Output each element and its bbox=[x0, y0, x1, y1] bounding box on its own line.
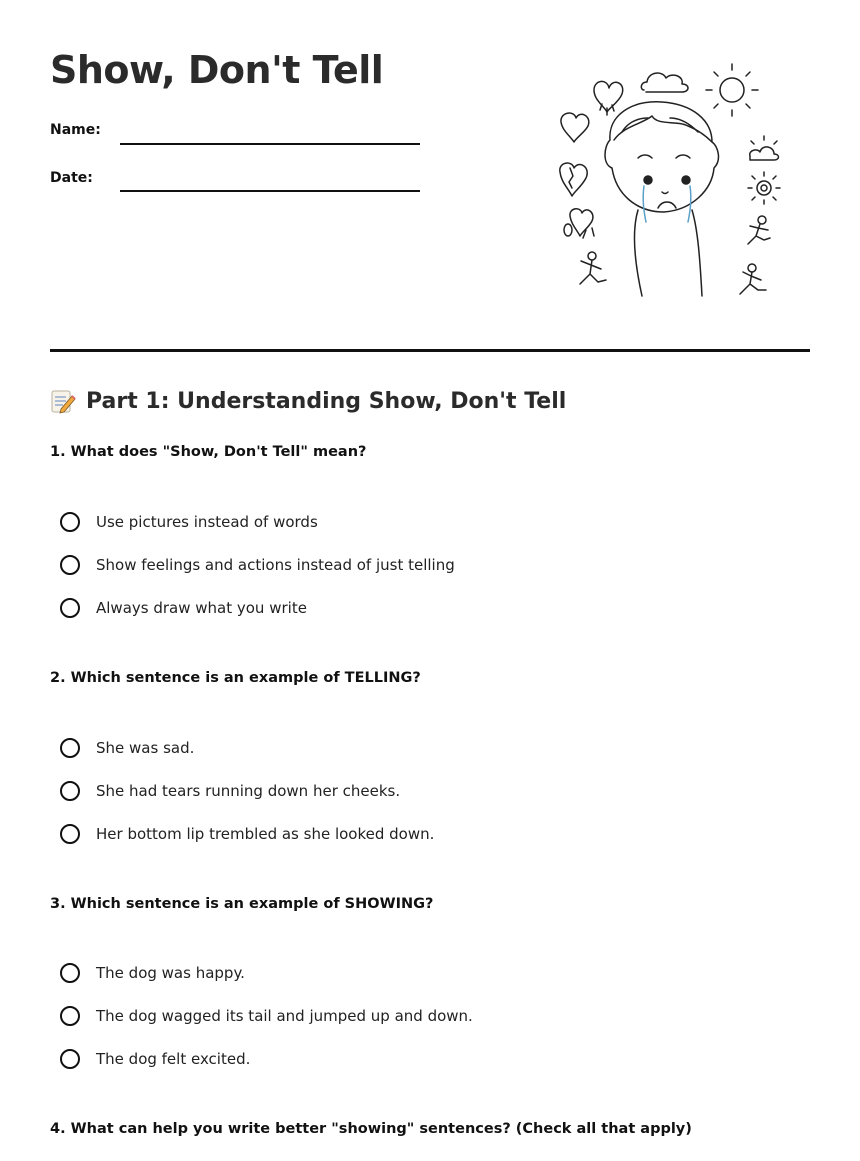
q2-option-2[interactable] bbox=[60, 778, 400, 804]
cloud-icon bbox=[641, 73, 688, 92]
option-label: Her bottom lip trembled as she looked down. bbox=[96, 825, 435, 843]
q1-option-2[interactable] bbox=[60, 552, 455, 578]
date-field[interactable] bbox=[120, 190, 420, 192]
memo-icon bbox=[50, 388, 76, 414]
radio-button[interactable] bbox=[60, 824, 80, 844]
heart-icon bbox=[594, 81, 623, 115]
broken-heart-icon bbox=[560, 163, 587, 196]
radio-button[interactable] bbox=[60, 598, 80, 618]
date-label: Date: bbox=[50, 170, 93, 186]
section-divider bbox=[50, 349, 810, 352]
radio-button[interactable] bbox=[60, 512, 80, 532]
option-label: Always draw what you write bbox=[96, 599, 307, 617]
heart-icon bbox=[561, 113, 589, 142]
option-label: She was sad. bbox=[96, 739, 195, 757]
q1-option-1[interactable] bbox=[60, 509, 318, 535]
radio-button[interactable] bbox=[60, 738, 80, 758]
option-label: The dog felt excited. bbox=[96, 1050, 251, 1068]
option-label: Show feelings and actions instead of just telling bbox=[96, 556, 455, 574]
heart-pills-icon bbox=[564, 209, 594, 238]
q1-option-3[interactable] bbox=[60, 595, 307, 621]
running-person-icon bbox=[580, 252, 606, 284]
question-1: 1. What does "Show, Don't Tell" mean? bbox=[50, 444, 367, 460]
option-label: The dog was happy. bbox=[96, 964, 245, 982]
q3-option-2[interactable] bbox=[60, 1003, 473, 1029]
option-label: The dog wagged its tail and jumped up and down. bbox=[96, 1007, 473, 1025]
sun-icon bbox=[706, 64, 758, 116]
q3-option-1[interactable] bbox=[60, 960, 245, 986]
question-4: 4. What can help you write better "showing" sentences? (Check all that apply) bbox=[50, 1121, 692, 1137]
part1-heading-text: Part 1: Understanding Show, Don't Tell bbox=[86, 388, 567, 414]
radio-button[interactable] bbox=[60, 555, 80, 575]
q3-option-3[interactable] bbox=[60, 1046, 250, 1072]
question-3: 3. Which sentence is an example of SHOWING? bbox=[50, 896, 434, 912]
crying-boy-emotions-illustration bbox=[552, 60, 788, 310]
question-2: 2. Which sentence is an example of TELLING? bbox=[50, 670, 421, 686]
radio-button[interactable] bbox=[60, 963, 80, 983]
radio-button[interactable] bbox=[60, 1049, 80, 1069]
q2-option-3[interactable] bbox=[60, 821, 434, 847]
running-person-icon bbox=[748, 216, 770, 244]
sun-cloud-icon bbox=[750, 136, 779, 160]
running-person-icon bbox=[740, 264, 766, 294]
name-field[interactable] bbox=[120, 143, 420, 145]
q2-option-1[interactable] bbox=[60, 735, 194, 761]
part1-heading bbox=[50, 388, 566, 414]
name-label: Name: bbox=[50, 122, 101, 138]
radio-button[interactable] bbox=[60, 781, 80, 801]
radio-button[interactable] bbox=[60, 1006, 80, 1026]
worksheet-title: Show, Don't Tell bbox=[50, 48, 384, 92]
crying-boy-icon bbox=[605, 102, 718, 296]
option-label: Use pictures instead of words bbox=[96, 513, 318, 531]
gear-sun-icon bbox=[748, 172, 780, 204]
option-label: She had tears running down her cheeks. bbox=[96, 782, 401, 800]
